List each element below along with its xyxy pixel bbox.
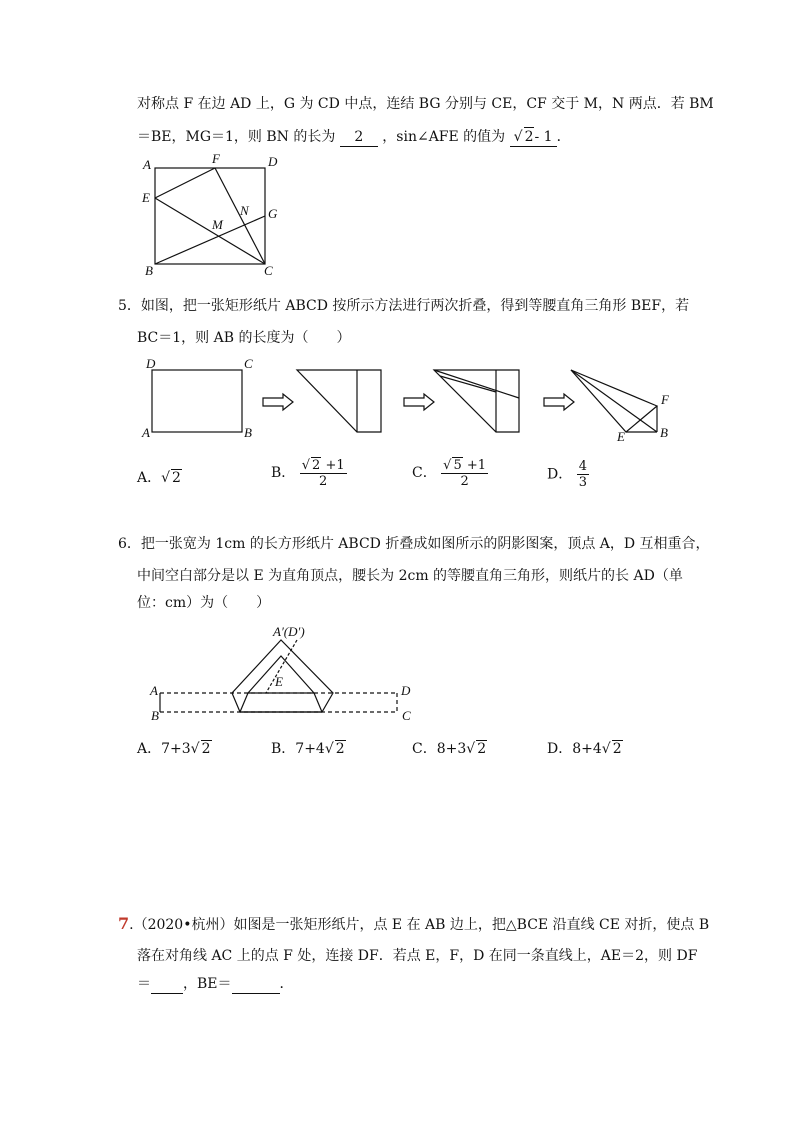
q7-line1-text: .（2020•杭州）如图是一张矩形纸片，点 E 在 AB 边上，把△BCE 沿直线 CE 对折，使点 B <box>129 917 710 933</box>
q5-arrow-2 <box>404 394 434 410</box>
q5-option-c-num-rest: +1 <box>462 458 487 473</box>
q6-option-d-radicand: 2 <box>612 741 622 757</box>
q6-option-c-radicand: 2 <box>477 741 487 757</box>
q5-option-d-den: 3 <box>578 475 587 490</box>
q6-label-c: C <box>402 708 411 723</box>
q5-arrow-3 <box>544 394 574 410</box>
q4-label-c: C <box>264 263 273 278</box>
q6-label-b: B <box>151 708 159 723</box>
q4-label-f: F <box>212 151 220 166</box>
q5-label-b2: B <box>660 425 668 440</box>
q4-label-e: E <box>142 190 150 205</box>
q7-line2: 落在对角线 AC 上的点 F 处，连接 DF．若点 E，F，D 在同一条直线上，AE＝2，则 DF <box>137 948 698 964</box>
q5-option-b[interactable] <box>271 457 347 489</box>
q7-blank-be[interactable] <box>232 975 280 994</box>
q6-line2: 中间空白部分是以 E 为直角顶点，腰长为 2cm 的等腰直角三角形，则纸片的长 AD（单 <box>137 568 683 584</box>
q7-line3-end: ． <box>279 976 294 992</box>
q5-option-d-num: 4 <box>578 459 587 474</box>
q6-option-a-pre: 7+3 <box>161 741 191 757</box>
q6-option-a-radicand: 2 <box>201 741 211 757</box>
q6-option-d-pre: 8+4 <box>572 741 602 757</box>
q7-line1 <box>118 915 709 934</box>
q5-option-b-radicand: 2 <box>312 458 321 473</box>
q5-option-a-label: A． <box>137 470 162 486</box>
q4-line2-end: ． <box>556 129 571 145</box>
q5-option-b-label: B． <box>271 465 296 481</box>
q4-line2-a: ＝BE，MG＝1，则 BN 的长为 <box>137 129 336 145</box>
q5-label-e: E <box>617 429 625 444</box>
q6-option-b-radicand: 2 <box>335 741 345 757</box>
q5-line2: BC＝1，则 AB 的长度为（ ） <box>137 330 351 346</box>
q4-label-m: M <box>212 217 223 232</box>
q5-label-d: D <box>146 356 156 371</box>
q6-option-c-pre: 8+3 <box>436 741 467 757</box>
q6-fold-right <box>314 693 322 712</box>
q5-label-a: A <box>142 425 150 440</box>
q5-option-c-den: 2 <box>460 474 469 489</box>
q6-option-b-pre: 7+4 <box>295 741 325 757</box>
q4-label-a: A <box>143 157 151 172</box>
q5-option-a[interactable]: A．√ 2 <box>137 470 181 486</box>
q6-option-c[interactable]: C．8+3√ 2 <box>412 741 487 757</box>
q5-figure <box>152 370 657 432</box>
q5-label-c: C <box>244 356 253 371</box>
q5-option-c-label: C． <box>412 465 437 481</box>
q5-option-c[interactable] <box>412 457 488 489</box>
q4-line-ef <box>155 168 215 198</box>
q7-line3 <box>137 975 294 994</box>
q4-answer2: √ 2- 1 <box>510 127 557 147</box>
q6-line3: 位：cm）为（ ） <box>137 595 271 611</box>
q6-label-e: E <box>275 674 283 689</box>
q6-option-c-label: C． <box>412 741 437 757</box>
q4-line-bg <box>155 216 265 264</box>
q6-option-d[interactable]: D．8+4√ 2 <box>547 741 622 757</box>
q6-label-d: D <box>401 683 411 698</box>
q4-label-g: G <box>268 206 278 221</box>
q4-label-b: B <box>145 263 153 278</box>
q6-option-d-label: D． <box>547 741 573 757</box>
q4-answer1: 2 <box>340 128 378 147</box>
q5-option-b-frac: $\frac{√ 2 +1}{2}$ <box>301 458 345 489</box>
q5-option-d-label: D． <box>547 466 573 483</box>
q5-arrow-1 <box>263 394 293 410</box>
q6-label-top: A′(D′) <box>273 624 305 639</box>
q6-label-a: A <box>150 683 158 698</box>
q4-line2-b: ，sin∠AFE 的值为 <box>382 129 506 145</box>
q7-line3-a: ＝ <box>137 976 151 992</box>
q5-option-b-den: 2 <box>319 474 328 489</box>
q5-label-b: B <box>244 425 252 440</box>
q5-rectangle <box>152 370 242 432</box>
q6-option-b-label: B． <box>271 741 296 757</box>
q5-option-a-radicand: 2 <box>172 470 181 486</box>
q5-fold1-shape <box>297 370 381 432</box>
q6-option-a-label: A． <box>137 741 162 757</box>
q6-option-b[interactable]: B．7+4√ 2 <box>271 741 345 757</box>
q5-option-c-radicand: 5 <box>453 458 462 473</box>
q5-option-c-frac: $\frac{√ 5 +1}{2}$ <box>443 458 487 489</box>
q6-option-a[interactable]: A．7+3√ 2 <box>137 741 211 757</box>
q5-option-d-frac <box>577 459 589 490</box>
q7-blank-df[interactable] <box>151 975 183 994</box>
q5-fold2-diagonal-1 <box>434 370 519 398</box>
q4-answer2-rest: - 1 <box>534 129 553 145</box>
q5-label-f: F <box>661 392 669 407</box>
q4-label-n: N <box>240 203 249 218</box>
q6-fold-left <box>240 693 248 712</box>
q7-number: 7 <box>118 914 130 933</box>
q5-option-b-num-rest: +1 <box>321 458 345 473</box>
q7-line3-b: ，BE＝ <box>183 976 232 992</box>
q6-line1: 6．把一张宽为 1cm 的长方形纸片 ABCD 折叠成如图所示的阴影图案，顶点 A，D 互相重合， <box>118 536 710 552</box>
q5-option-d[interactable] <box>547 459 589 490</box>
q4-line1: 对称点 F 在边 AD 上，G 为 CD 中点，连结 BG 分别与 CE，CF 交于 M，N 两点．若 BM <box>137 96 714 112</box>
q5-line1: 5．如图，把一张矩形纸片 ABCD 按所示方法进行两次折叠，得到等腰直角三角形 BEF，若 <box>118 298 690 314</box>
q4-label-d: D <box>268 154 278 169</box>
q5-fold2-shape <box>434 370 519 432</box>
q4-answer2-radicand: 2 <box>524 129 534 145</box>
